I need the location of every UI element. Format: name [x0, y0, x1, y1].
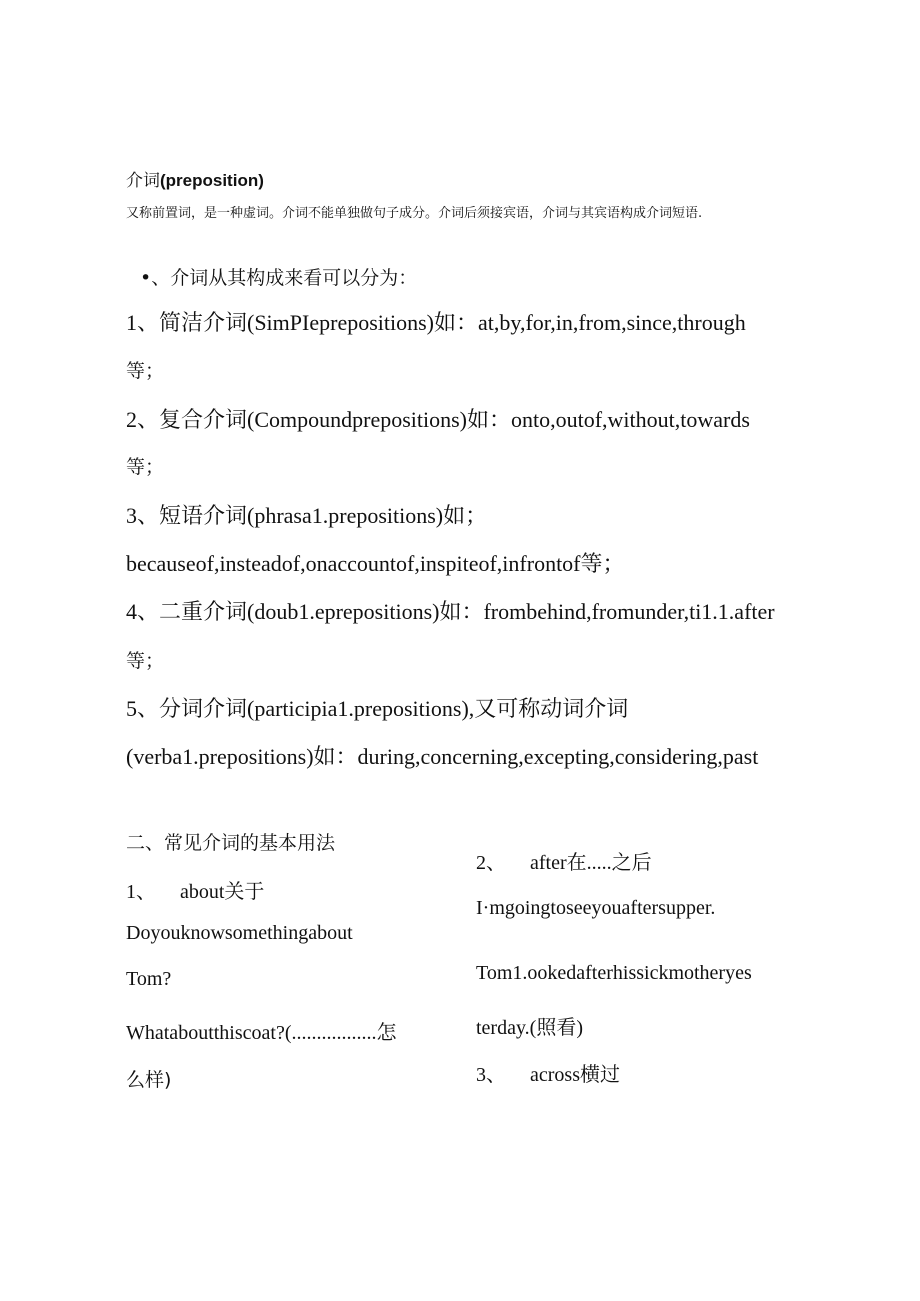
page-title [126, 166, 264, 191]
after-example-2b: terday.(照看) [476, 1017, 583, 1039]
class-3-line1: 3、短语介词(phrasa1.prepositions)如； [126, 503, 488, 528]
item-after-word: after在.....之后 [530, 852, 652, 874]
item-about-word: about关于 [180, 881, 265, 903]
class-5-line2: (verba1.prepositions)如：during,concerning,excepting,considering,past [126, 744, 759, 769]
item-across [476, 1058, 620, 1087]
intro-paragraph: 又称前置词，是一种虚词。介词不能单独做句子成分。介词后须接宾语，介词与其宾语构成介词短语. [126, 206, 703, 221]
item-about [126, 875, 264, 904]
title-cn: 介词 [126, 171, 160, 191]
item-across-number: 3、 [476, 1064, 506, 1086]
after-example-2a: Tom1.ookedafterhissickmotheryes [476, 962, 752, 984]
title-en: (preposition) [160, 171, 264, 190]
usage-heading: 二、常见介词的基本用法 [126, 832, 336, 854]
about-example-1a: Doyouknowsomethingabout [126, 922, 353, 944]
item-across-word: across横过 [530, 1064, 620, 1086]
class-1-line2: 等； [126, 360, 165, 382]
item-after-number: 2、 [476, 852, 506, 874]
classification-heading: •、介词从其构成来看可以分为： [140, 267, 418, 289]
item-about-number: 1、 [126, 881, 156, 903]
class-1-line1: 1、简洁介词(SimPIeprepositions)如：at,by,for,in,from,since,through [126, 310, 746, 335]
class-4-line1: 4、二重介词(doub1.eprepositions)如：frombehind,fromunder,ti1.1.after [126, 599, 775, 624]
class-3-line2: becauseof,insteadof,onaccountof,inspiteof,infrontof等； [126, 551, 625, 576]
class-5-line1: 5、分词介词(participia1.prepositions),又可称动词介词 [126, 696, 629, 721]
about-example-2a: Whataboutthiscoat?(.................怎 [126, 1022, 397, 1044]
about-example-2b: 么样) [126, 1069, 172, 1091]
item-after [476, 846, 652, 875]
after-example-1: I·mgoingtoseeyouaftersupper. [476, 897, 716, 919]
about-example-1b: Tom? [126, 968, 172, 990]
class-2-line2: 等； [126, 456, 165, 478]
class-4-line2: 等； [126, 650, 165, 672]
class-2-line1: 2、复合介词(Compoundprepositions)如：onto,outof,without,towards [126, 407, 750, 432]
